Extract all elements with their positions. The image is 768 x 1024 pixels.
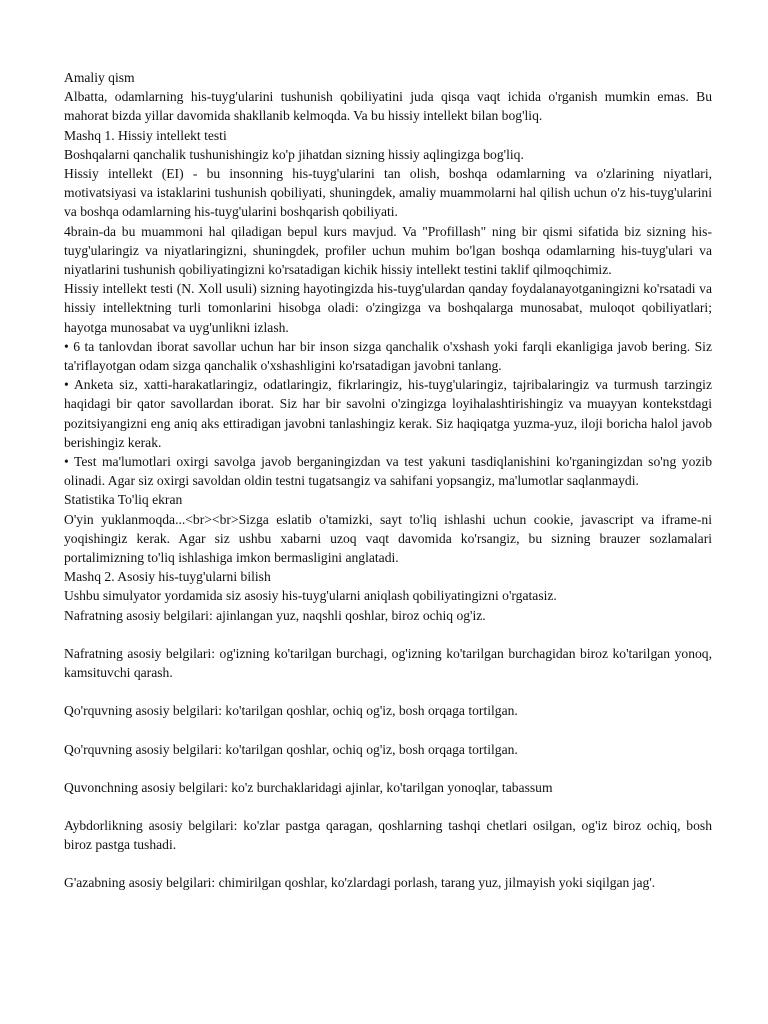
document-paragraph: Aybdorlikning asosiy belgilari: ko'zlar pastga qaragan, qoshlarning tashqi chetlari osilgan, og'iz biroz ochiq, bosh biroz pastga tushadi.	[64, 817, 712, 853]
document-paragraph: G'azabning asosiy belgilari: chimirilgan qoshlar, ko'zlardagi porlash, tarang yuz, jilmayish yoki siqilgan jag'.	[64, 875, 656, 891]
document-paragraph: Ushbu simulyator yordamida siz asosiy his-tuyg'ularni aniqlash qobiliyatingizni o'rgatasiz.	[64, 588, 557, 604]
document-paragraph: 4brain-da bu muammoni hal qiladigan bepul kurs mavjud. Va "Profillash" ning bir qismi sifatida biz sizning his-tuyg'ularingiz va niyatlaringizni, shuningdek, profiler uchun muhim bo'lgan boshqa odamlarning his-tuyg'ulari va niyatlarini tushunish qobiliyatingizni ko'rsatadigan kichik hissiy intellekt testini taklif qilmoqchimiz.	[64, 223, 712, 278]
document-paragraph: Hissiy intellekt testi (N. Xoll usuli) sizning hayotingizda his-tuyg'ulardan qanday foydalanayotganingizni ko'rsatadi va hissiy intellektning turli tomonlarini hisobga oladi: o'zingizga va boshqalarga munosabat, muloqot qobiliyatlari; hayotga munosabat va uyg'unlikni izlash.	[64, 281, 712, 335]
blank-line	[64, 759, 712, 778]
document-body	[64, 68, 712, 893]
document-paragraph: Qo'rquvning asosiy belgilari: ko'tarilgan qoshlar, ochiq og'iz, bosh orqaga tortilgan.	[64, 703, 518, 719]
document-paragraph: Quvonchning asosiy belgilari: ko'z burchaklaridagi ajinlar, ko'tarilgan yonoqlar, tabassum	[64, 779, 553, 795]
document-paragraph: Mashq 1. Hissiy intellekt testi	[64, 127, 227, 143]
document-paragraph: Qo'rquvning asosiy belgilari: ko'tarilgan qoshlar, ochiq og'iz, bosh orqaga tortilgan.	[64, 741, 518, 757]
document-paragraph: Amaliy qism	[64, 70, 135, 85]
document-paragraph: Albatta, odamlarning his-tuyg'ularini tushunish qobiliyatini juda qisqa vaqt ichida o'rganish mumkin emas. Bu mahorat bizda yillar davomida shakllanib kelmoqda. Va bu hissiy intellekt bilan bog'liq.	[64, 89, 712, 124]
document-paragraph: O'yin yuklanmoqda...<br><br>Sizga eslatib o'tamizki, sayt to'liq ishlashi uchun cookie, javascript va iframe-ni yoqishingiz kerak. Agar siz ushbu xabarni uzoq vaqt davomida ko'rsangiz, bu sizning brauzer sozlamalari portalimizning to'liq ishlashiga imkon bermasligini anglatadi.	[64, 511, 712, 566]
blank-line	[64, 721, 712, 740]
document-paragraph: • Test ma'lumotlari oxirgi savolga javob berganingizdan va test yakuni tasdiqlanishini ko'rganingizdan so'ng yozib olinadi. Agar siz oxirgi savoldan oldin testni tugatsangiz va sahifani yopsangiz, ma'lumotlar saqlanmaydi.	[64, 454, 712, 489]
document-paragraph: • 6 ta tanlovdan iborat savollar uchun har bir inson sizga qanchalik o'xshash yoki farqli ekanligiga javob bering. Siz ta'riflayotgan odam sizga qanchalik o'xshashligini ko'rsatadigan javobni tanlang.	[64, 338, 712, 374]
document-paragraph: Boshqalarni qanchalik tushunishingiz ko'p jihatdan sizning hissiy aqlingizga bog'liq.	[64, 146, 524, 162]
blank-line	[64, 625, 712, 644]
document-paragraph: Mashq 2. Asosiy his-tuyg'ularni bilish	[64, 569, 271, 585]
blank-line	[64, 854, 712, 873]
blank-line	[64, 682, 712, 701]
document-paragraph: Nafratning asosiy belgilari: ajinlangan yuz, naqshli qoshlar, biroz ochiq og'iz.	[64, 607, 486, 623]
blank-line	[64, 797, 712, 816]
document-paragraph: Statistika To'liq ekran	[64, 492, 183, 508]
document-paragraph: • Anketa siz, xatti-harakatlaringiz, odatlaringiz, fikrlaringiz, his-tuyg'ularingiz, tajribalaringiz va turmush tarzingiz haqidagi bir qator savollardan iborat. Siz har bir savolni o'zingizga loyihalashtirishingiz va muayyan kontekstdagi pozitsiyangizni eng aniq aks ettiradigan javobni tanlashingiz kerak. Siz haqiqatga yuzma-yuz, iloji boricha halol javob berishingiz kerak.	[64, 377, 712, 450]
document-paragraph: Hissiy intellekt (EI) - bu insonning his-tuyg'ularini tan olish, boshqa odamlarning va o'zlarining niyatlari, motivatsiyasi va istaklarini tushunish qobiliyati, shuningdek, amaliy muammolarni hal qilish uchun o'z his-tuyg'ularini va boshqa odamlarning his-tuyg'ularini boshqarish qobiliyati.	[64, 166, 712, 220]
document-paragraph: Nafratning asosiy belgilari: og'izning ko'tarilgan burchagi, og'izning ko'tarilgan burchagidan biroz ko'tarilgan yonoq, kamsituvchi qarash.	[64, 645, 712, 681]
